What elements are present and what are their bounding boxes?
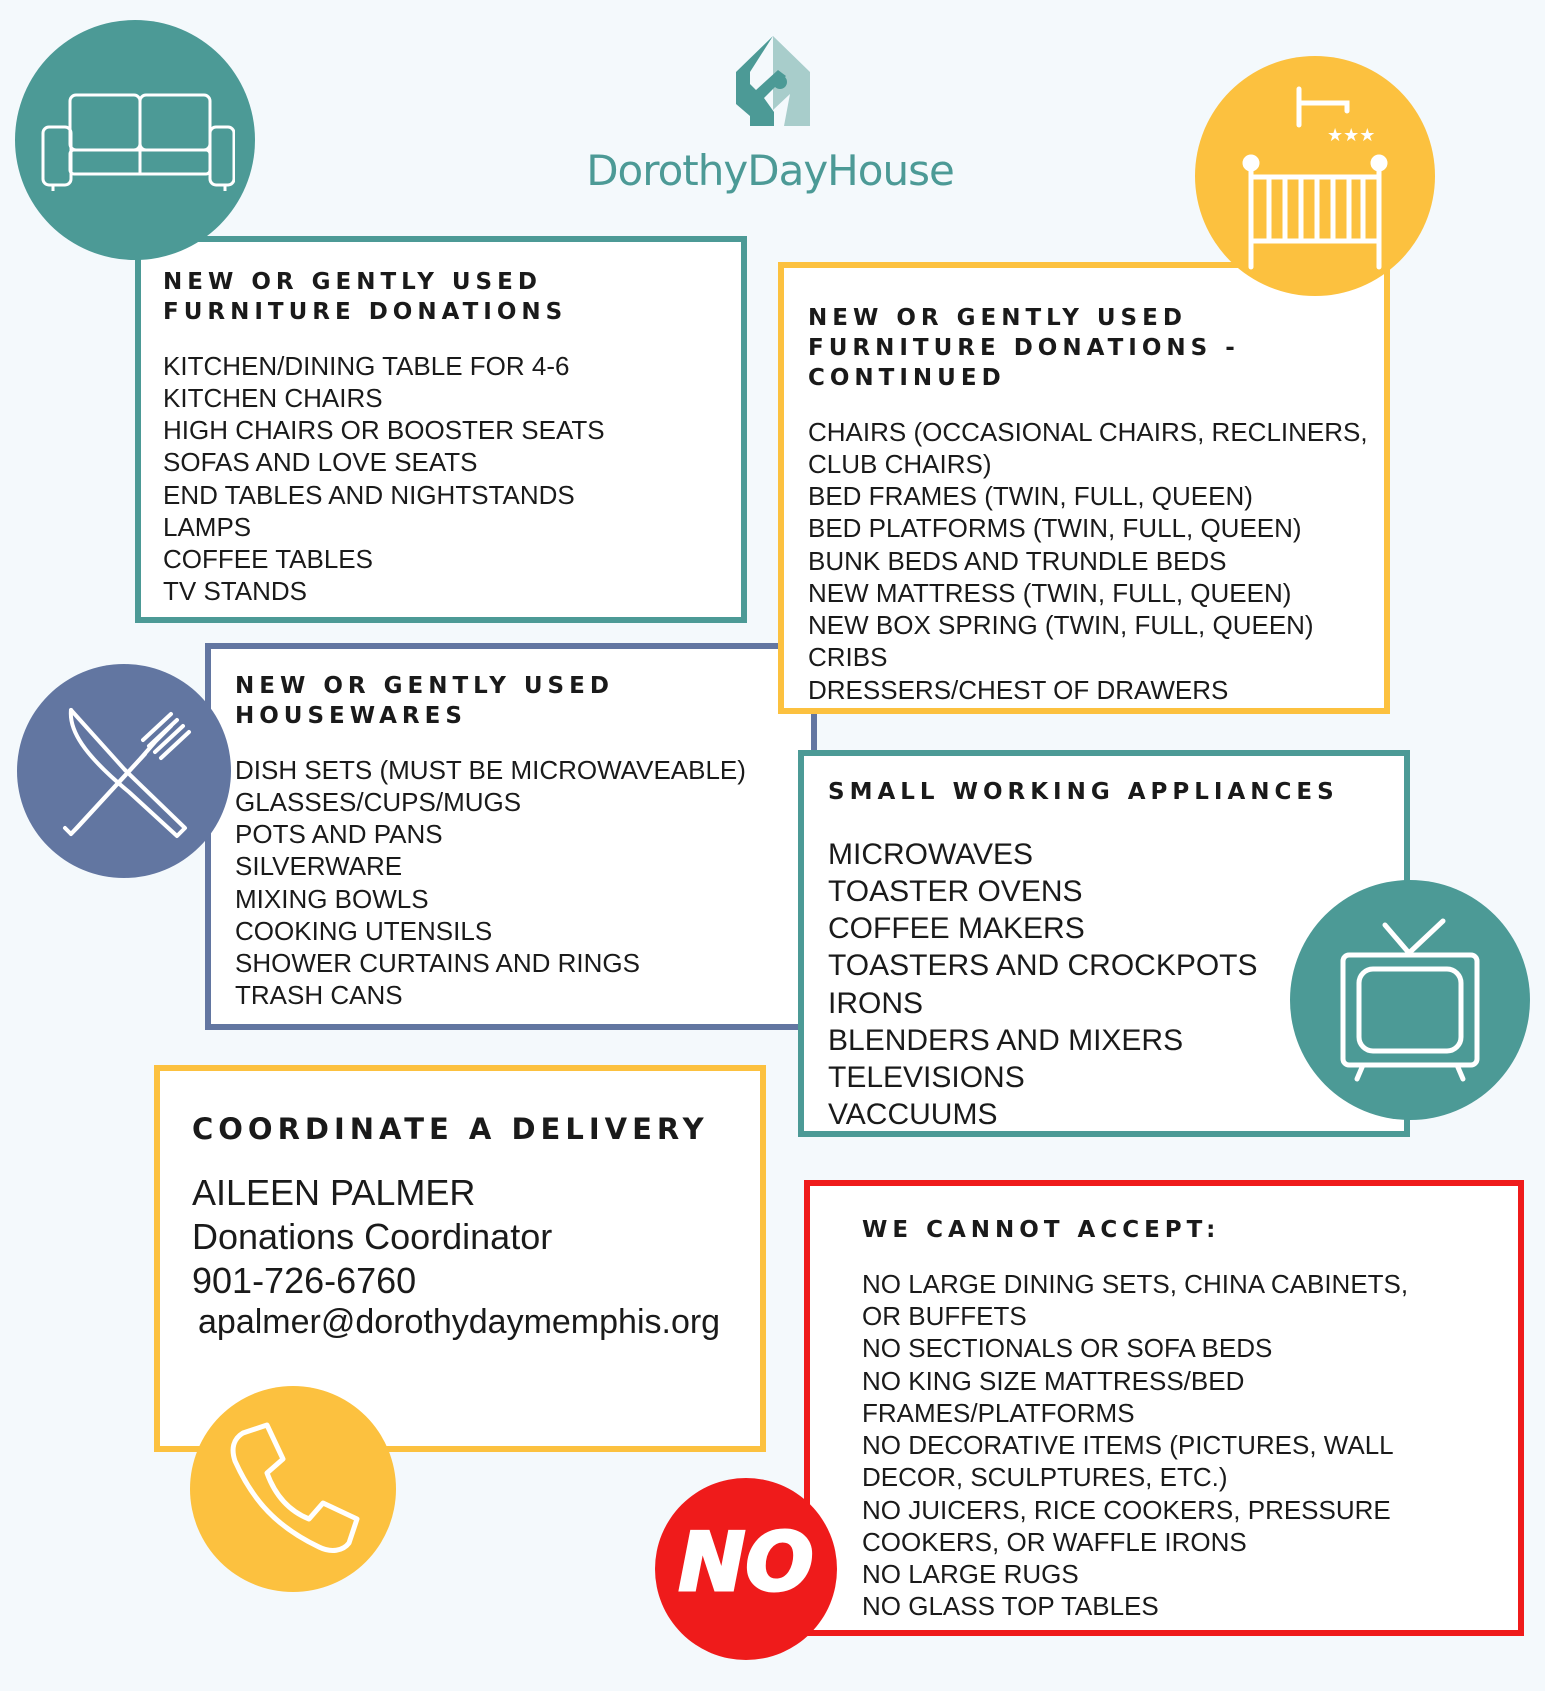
list-item: BED PLATFORMS (TWIN, FULL, QUEEN) — [808, 513, 1302, 544]
phone-circle — [190, 1386, 396, 1592]
contact-email[interactable]: apalmer@dorothydaymemphis.org — [198, 1303, 721, 1342]
list-item: LAMPS — [163, 511, 252, 542]
list-item: NO DECORATIVE ITEMS (PICTURES, WALL DECOR, SCULPTURES, ETC.) — [862, 1430, 1393, 1493]
list-item: NEW MATTRESS (TWIN, FULL, QUEEN) — [808, 577, 1292, 608]
list-item: HIGH CHAIRS OR BOOSTER SEATS — [163, 415, 605, 446]
list-item: TELEVISIONS — [828, 1061, 1025, 1095]
list-item: GLASSES/CUPS/MUGS — [235, 787, 522, 818]
furniture-list — [163, 350, 721, 608]
list-item: NO LARGE RUGS — [862, 1559, 1079, 1589]
furniture-box — [135, 236, 747, 623]
list-item: TV STANDS — [163, 576, 307, 607]
contact-name: AILEEN PALMER — [192, 1171, 476, 1213]
no-badge-text: NO — [678, 1516, 814, 1609]
list-item: DRESSERS/CHEST OF DRAWERS — [808, 674, 1229, 705]
list-item: NO JUICERS, RICE COOKERS, PRESSURE COOKERS, OR WAFFLE IRONS — [862, 1494, 1391, 1557]
cannot-box — [804, 1180, 1524, 1636]
fork-knife-icon — [49, 696, 199, 846]
list-item: TOASTERS AND CROCKPOTS — [828, 949, 1258, 983]
crib-circle — [1195, 56, 1435, 296]
no-icon — [655, 1478, 837, 1660]
list-item: SOFAS AND LOVE SEATS — [163, 447, 478, 478]
list-item: NO GLASS TOP TABLES — [862, 1591, 1159, 1622]
list-item: CRIBS — [808, 642, 888, 673]
list-item: KITCHEN/DINING TABLE FOR 4-6 — [163, 350, 570, 381]
appliances-title: SMALL WORKING APPLIANCES — [828, 779, 1339, 805]
cannot-list — [862, 1268, 1432, 1623]
housewares-box — [205, 643, 817, 1030]
list-item: VACCUUMS — [828, 1098, 998, 1132]
sofa-circle — [15, 20, 255, 260]
contact-role: Donations Coordinator — [192, 1215, 553, 1257]
delivery-title: COORDINATE A DELIVERY — [192, 1112, 709, 1146]
furniture-continued-box — [778, 262, 1390, 714]
no-badge — [655, 1478, 837, 1660]
list-item: BUNK BEDS AND TRUNDLE BEDS — [808, 545, 1227, 576]
housewares-list — [235, 754, 791, 1012]
list-item: NO KING SIZE MATTRESS/BED FRAMES/PLATFORMS — [862, 1365, 1245, 1428]
crib-icon — [1235, 81, 1395, 271]
list-item: COOKING UTENSILS — [235, 915, 493, 946]
list-item: KITCHEN CHAIRS — [163, 383, 383, 414]
list-item: BED FRAMES (TWIN, FULL, QUEEN) — [808, 481, 1253, 512]
list-item: TOASTER OVENS — [828, 875, 1083, 909]
list-item: END TABLES AND NIGHTSTANDS — [163, 479, 575, 510]
list-item: MIXING BOWLS — [235, 883, 429, 914]
list-item: SHOWER CURTAINS AND RINGS — [235, 948, 640, 979]
furniture-continued-list — [808, 416, 1388, 706]
contact-phone[interactable]: 901-726-6760 — [192, 1259, 417, 1301]
list-item: BLENDERS AND MIXERS — [828, 1023, 1184, 1057]
housewares-title: NEW OR GENTLY USED HOUSEWARES — [235, 673, 614, 729]
list-item: CHAIRS (OCCASIONAL CHAIRS, RECLINERS, CLUB CHAIRS) — [808, 416, 1368, 479]
phone-icon — [223, 1419, 363, 1559]
list-item: SILVERWARE — [235, 851, 403, 882]
sofa-icon — [35, 85, 235, 195]
tv-circle — [1290, 880, 1530, 1120]
cannot-title: WE CANNOT ACCEPT: — [862, 1217, 1221, 1243]
furniture-continued-title: NEW OR GENTLY USED FURNITURE DONATIONS - CONTINUED — [808, 305, 1240, 391]
logo-mark-icon — [728, 34, 818, 130]
logo — [560, 28, 980, 208]
logo-text: DorothyDayHouse — [586, 146, 954, 195]
list-item: COFFEE MAKERS — [828, 912, 1085, 946]
list-item: COFFEE TABLES — [163, 544, 373, 575]
list-item: TRASH CANS — [235, 980, 403, 1011]
delivery-box — [154, 1065, 766, 1452]
tv-icon — [1335, 915, 1485, 1085]
utensils-circle — [17, 664, 231, 878]
list-item: POTS AND PANS — [235, 819, 443, 850]
list-item: NO SECTIONALS OR SOFA BEDS — [862, 1333, 1273, 1364]
furniture-title: NEW OR GENTLY USED FURNITURE DONATIONS — [163, 269, 568, 325]
list-item: MICROWAVES — [828, 837, 1034, 871]
list-item: NEW BOX SPRING (TWIN, FULL, QUEEN) — [808, 610, 1314, 641]
list-item: NO LARGE DINING SETS, CHINA CABINETS, OR BUFFETS — [862, 1268, 1409, 1332]
list-item: DISH SETS (MUST BE MICROWAVEABLE) — [235, 754, 746, 785]
list-item: IRONS — [828, 986, 924, 1020]
svg-text:★★★: ★★★ — [1327, 125, 1376, 145]
